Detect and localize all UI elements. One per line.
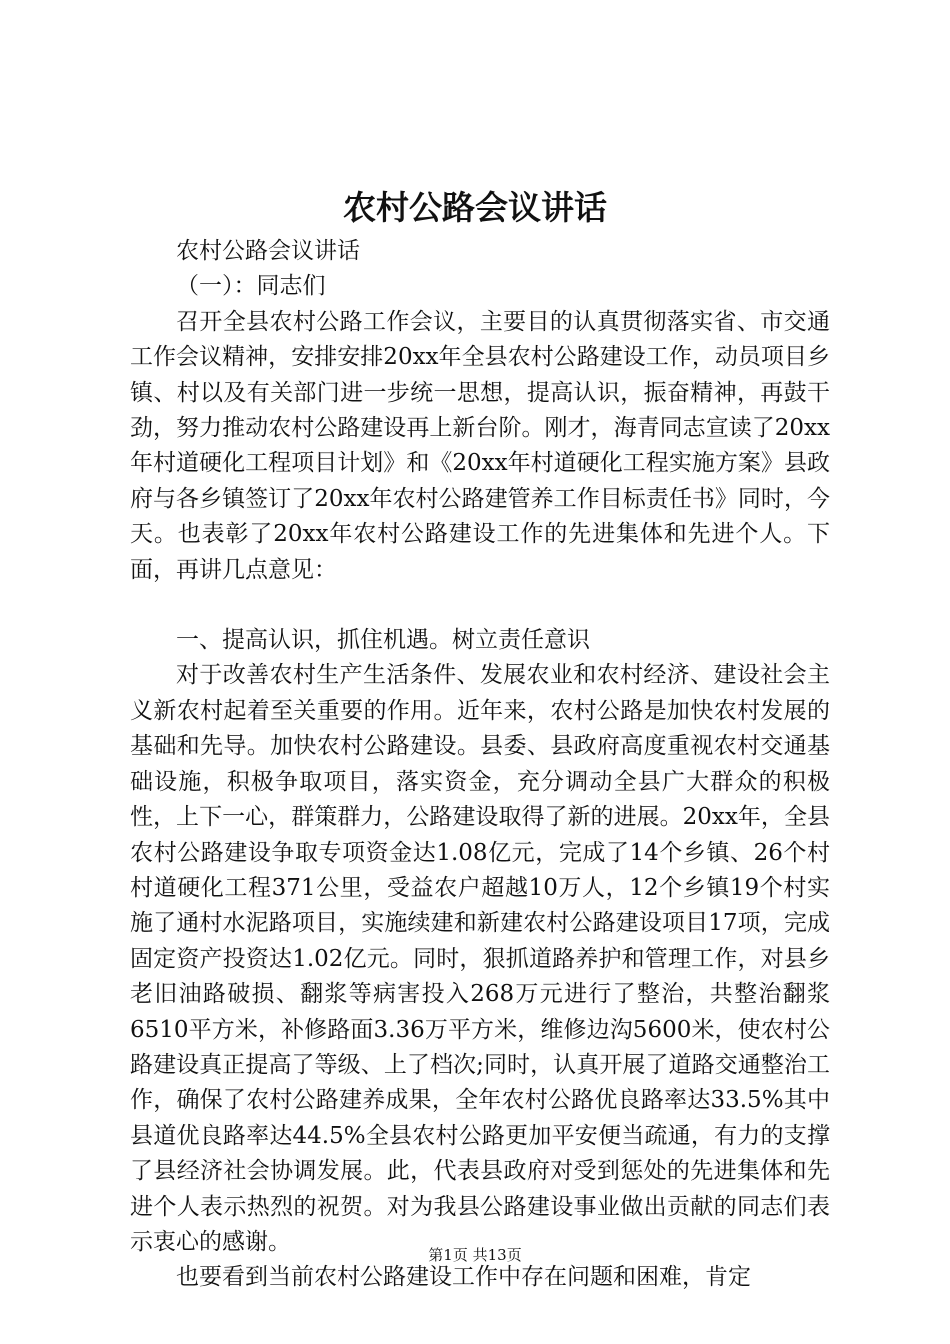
paragraph-intro: 召开全县农村公路工作会议，主要目的认真贯彻落实省、市交通工作会议精神，安排安排20xx年全县农村公路建设工作，动员项目乡镇、村以及有关部门进一步统一思想，提高认识，振奋精神，再鼓干劲，努力推动农村公路建设再上新台阶。刚才，海青同志宣读了20xx年村道硬化工程项目计划》和《20xx年村道硬化工程实施方案》县政府与各乡镇签订了20xx年农村公路建管养工作目标责任书》同时，今天。也表彰了20xx年农村公路建设工作的先进集体和先进个人。下面，再讲几点意见： (130, 308, 830, 583)
paragraph-section-1: 对于改善农村生产生活条件、发展农业和农村经济、建设社会主义新农村起着至关重要的作用。近年来，农村公路是加快农村发展的基础和先导。加快农村公路建设。县委、县政府高度重视农村交通基础设施，积极争取项目，落实资金，充分调动全县广大群众的积极性，上下一心，群策群力，公路建设取得了新的进展。20xx年，全县农村公路建设争取专项资金达1.08亿元，完成了14个乡镇、26个村村道硬化工程371公里，受益农户超越10万人，12个乡镇19个村实施了通村水泥路项目，实施续建和新建农村公路建设项目17项，完成固定资产投资达1.02亿元。同时，狠抓道路养护和管理工作，对县乡老旧油路破损、翻浆等病害投入268万元进行了整治，共整治翻浆6510平方米，补修路面3.36万平方米，维修边沟5600米，使农村公路建设真正提高了等级、上了档次;同时，认真开展了道路交通整治工作，确保了农村公路建养成果，全年农村公路优良路率达33.5%其中县道优良路率达44.5%全县农村公路更加平安便当疏通，有力的支撑了县经济社会协调发展。此，代表县政府对受到惩处的先进集体和先进个人表示热烈的祝贺。对为我县公路建设事业做出贡献的同志们表示衷心的感谢。 (130, 662, 830, 1255)
page-footer: 第1页 共13页 (428, 1246, 522, 1264)
document-body (130, 234, 830, 1296)
section-heading-1: 一、提高认识，抓住机遇。树立责任意识 (176, 627, 590, 654)
document-title: 农村公路会议讲话 (343, 188, 607, 227)
paragraph-continuation: 也要看到当前农村公路建设工作中存在问题和困难，肯定 (176, 1264, 751, 1291)
paragraph-subtitle: 农村公路会议讲话 (176, 238, 360, 264)
paragraph-salutation: （一）：同志们 (176, 273, 326, 300)
